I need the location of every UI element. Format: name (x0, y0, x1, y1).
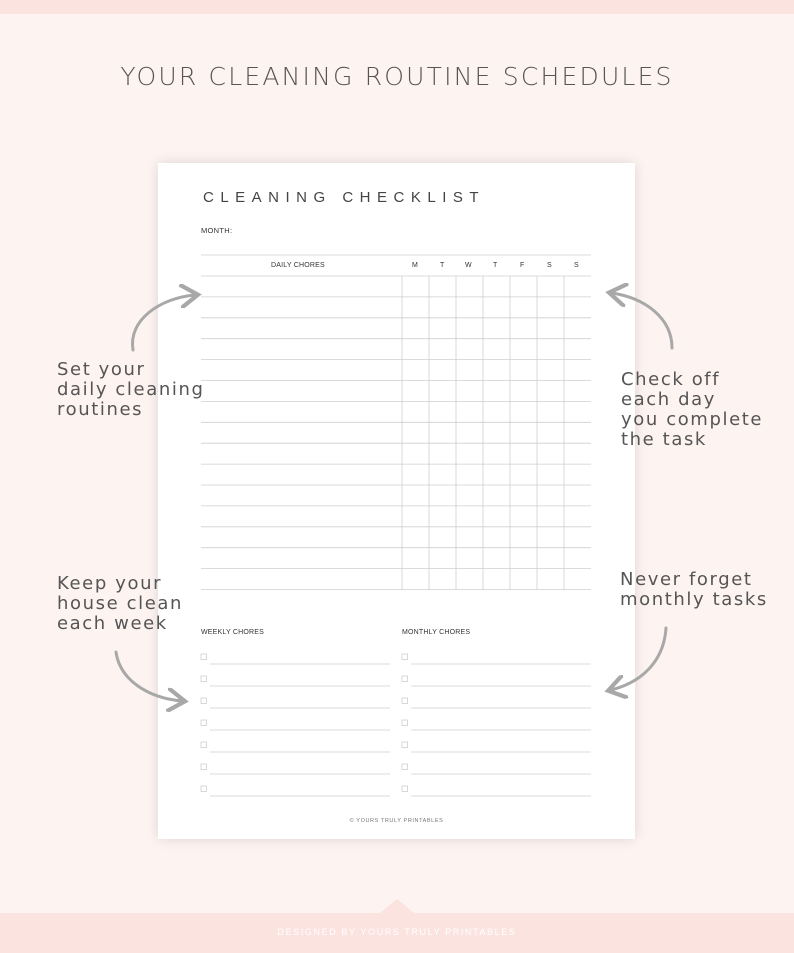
day-header-mon: M (412, 262, 419, 269)
sheet-copyright: © YOURS TRULY PRINTABLES (349, 818, 444, 824)
day-header-wed: W (465, 262, 472, 269)
arrow-daily-icon (132, 295, 195, 350)
callout-monthly: Never forget monthly tasks (620, 569, 768, 610)
footer-notch (380, 899, 414, 913)
day-header-thu: T (493, 262, 498, 269)
arrow-weekly-icon (116, 652, 182, 701)
callout-check: Check off each day you complete the task (621, 369, 764, 450)
day-header-sun: S (574, 262, 579, 269)
sheet-title: CLEANING CHECKLIST (203, 189, 486, 206)
daily-chores-header: DAILY CHORES (271, 262, 325, 269)
arrow-monthly-icon (611, 628, 666, 690)
callout-weekly: Keep your house clean each week (57, 573, 184, 634)
footer-credit: DESIGNED BY YOURS TRULY PRINTABLES (277, 927, 517, 937)
page-headline: YOUR CLEANING ROUTINE SCHEDULES (120, 62, 674, 91)
month-label: MONTH: (201, 226, 233, 235)
day-header-fri: F (520, 262, 525, 269)
day-header-sat: S (547, 262, 552, 269)
arrow-check-icon (612, 293, 672, 348)
callout-daily: Set your daily cleaning routines (57, 359, 205, 420)
monthly-chores-header: MONTHLY CHORES (402, 629, 471, 636)
weekly-chores-header: WEEKLY CHORES (201, 629, 265, 636)
day-header-tue: T (440, 262, 445, 269)
